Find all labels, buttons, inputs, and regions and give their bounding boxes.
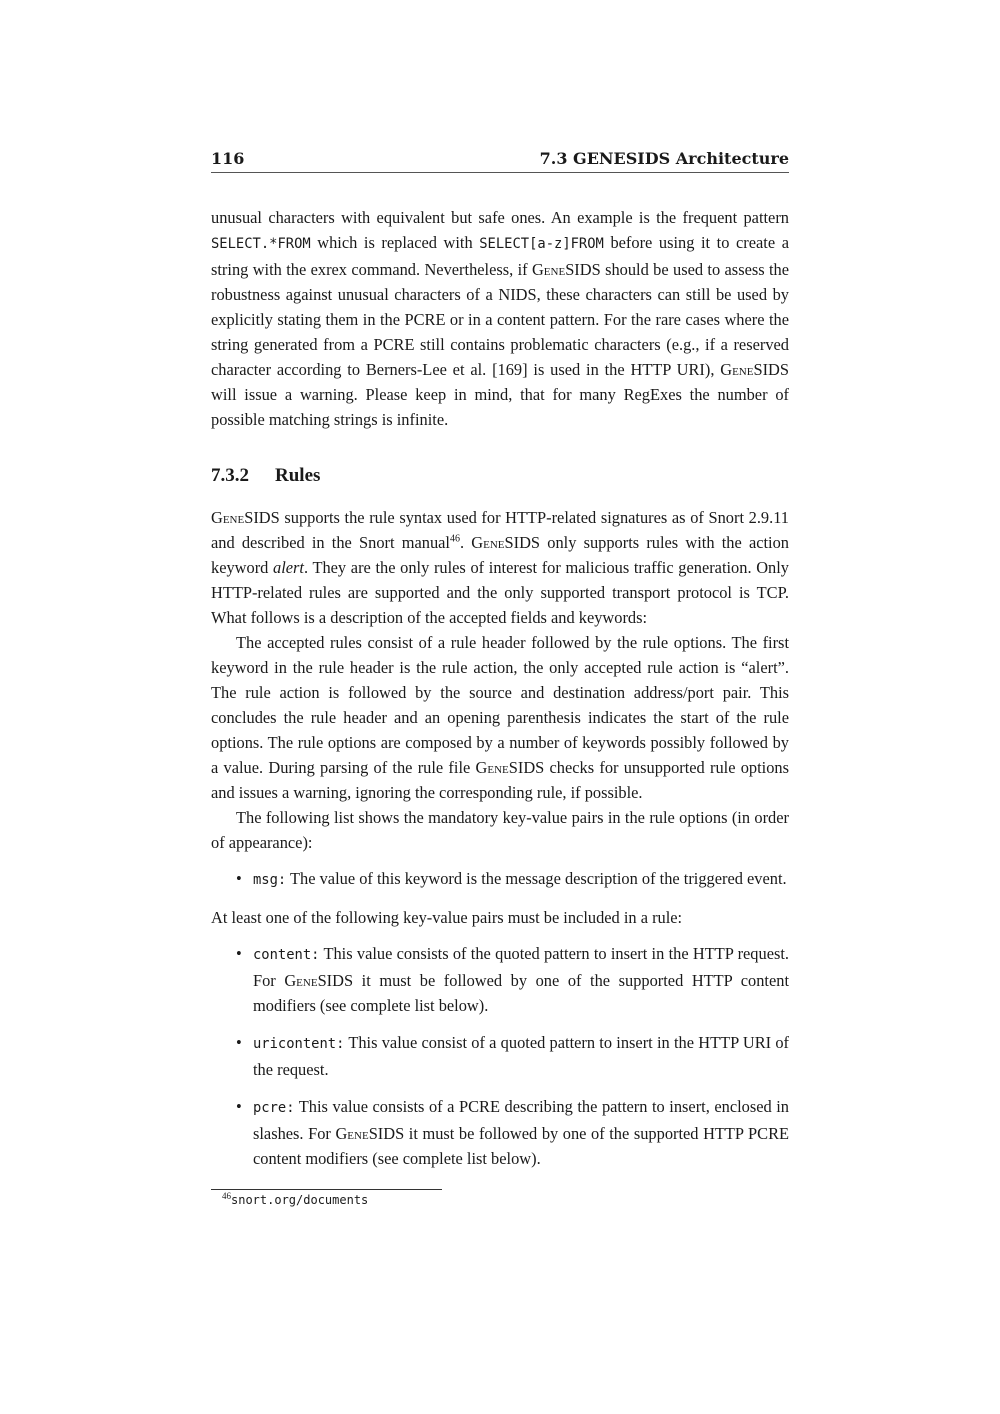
- tool-name: GeneSIDS: [211, 508, 280, 527]
- paragraph-exrex: unusual characters with equivalent but safe ones. An example is the frequent pattern SELECT.*FROM which is replaced with SELECT[a-z]FROM before using it to create a string with the exrex command. Nevertheless, if GeneSIDS should be used to assess the robustness against unusual characters of a NIDS, these characters can still be used by explicitly stating them in the PCRE or in a content pattern. For the rare cases where the string generated from a PCRE still contains problematic characters (e.g., if a reserved character according to Berners-Lee et al. [169] is used in the HTTP URI), GeneSIDS will issue a warning. Please keep in mind, that for many RegExes the number of possible matching strings is infinite.: [211, 208, 789, 429]
- main-text: [211, 205, 789, 1183]
- keyword-content: content:: [253, 947, 320, 963]
- paragraph-optional-intro: At least one of the following key-value pairs must be included in a rule:: [211, 908, 683, 927]
- keyword-pcre: pcre:: [253, 1100, 295, 1116]
- tool-name: GeneSIDS: [471, 533, 541, 552]
- running-section-title: 7.3 GENESIDS Architecture: [539, 149, 789, 168]
- keyword-msg: msg:: [253, 872, 287, 888]
- tool-name: GeneSIDS: [475, 758, 545, 777]
- running-header: [211, 146, 789, 173]
- list-item-uricontent: • uricontent: This value consist of a quoted pattern to insert in the HTTP URI of the request.: [253, 1030, 789, 1082]
- keyword-uricontent: uricontent:: [253, 1036, 345, 1052]
- section-number: 7.3.2: [211, 465, 249, 486]
- tool-name: GeneSIDS: [284, 971, 354, 990]
- page-number: 116: [211, 149, 245, 168]
- footnote: [222, 1193, 368, 1207]
- code-select-az-from: SELECT[a-z]FROM: [479, 236, 604, 252]
- tool-name: GeneSIDS: [335, 1124, 405, 1143]
- footnote-mark: 46: [222, 1191, 231, 1201]
- footnote-divider: [211, 1189, 442, 1190]
- code-select-from: SELECT.*FROM: [211, 236, 311, 252]
- paragraph-rule-header: The accepted rules consist of a rule header followed by the rule options. The first keyword in the rule header is the rule action, the only accepted rule action is “alert”. The rule action is followed by the source and destination address/port pair. This concludes the rule header and an opening parenthesis indicates the start of the rule options. The rule options are composed by a number of keywords possibly followed by a value. During parsing of the rule file GeneSIDS checks for unsupported rule options and issues a warning, ignoring the corresponding rule, if possible.: [211, 633, 789, 802]
- paragraph-rule-syntax: GeneSIDS supports the rule syntax used for HTTP-related signatures as of Snort 2.9.11 and described in the Snort manual$^{46}$. GeneSIDS only supports rules with the action keyword alert. They are the only rules of interest for malicious traffic generation. Only HTTP-related rules are supported and the only supported transport protocol is TCP. What follows is a description of the accepted fields and keywords:: [211, 508, 789, 627]
- paragraph-mandatory-intro: The following list shows the mandatory key-value pairs in the rule options (in order of appearance):: [211, 808, 789, 852]
- tool-name: GeneSIDS: [531, 260, 601, 279]
- list-item-content: • content: This value consists of the quoted pattern to insert in the HTTP request. For GeneSIDS it must be followed by one of the supported HTTP content modifiers (see complete list below).: [253, 941, 789, 1018]
- footnote-ref[interactable]: 46: [450, 533, 460, 545]
- section-title: Rules: [275, 465, 321, 486]
- alert-keyword: alert: [273, 558, 304, 577]
- tool-name: GeneSIDS: [720, 360, 789, 379]
- section-heading: [211, 463, 789, 489]
- list-item-msg: • msg: The value of this keyword is the message description of the triggered event.: [253, 866, 789, 893]
- footnote-link[interactable]: snort.org/documents: [231, 1193, 369, 1207]
- list-item-pcre: • pcre: This value consists of a PCRE describing the pattern to insert, enclosed in slashes. For GeneSIDS it must be followed by one of the supported HTTP PCRE content modifiers (see complete list below).: [253, 1094, 789, 1171]
- mandatory-keyword-list: [211, 866, 789, 893]
- optional-keyword-list: [211, 941, 789, 1171]
